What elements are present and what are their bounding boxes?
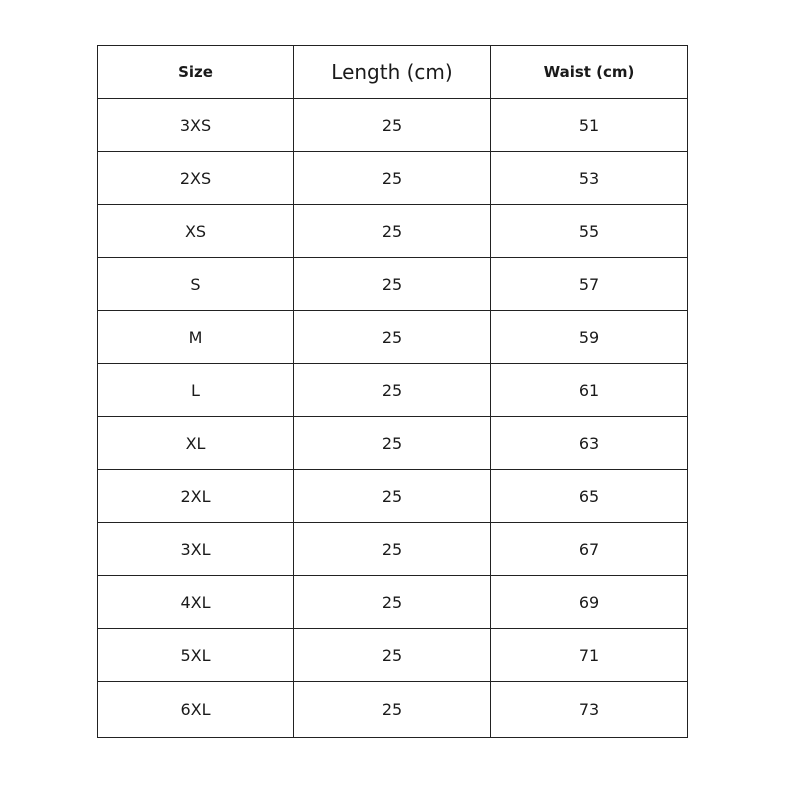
header-row	[98, 46, 688, 99]
waist-cell: 59	[491, 311, 688, 364]
length-cell: 25	[294, 523, 491, 576]
length-cell: 25	[294, 470, 491, 523]
size-cell: 2XS	[98, 152, 294, 205]
waist-cell: 57	[491, 258, 688, 311]
length-cell: 25	[294, 682, 491, 738]
waist-cell: 55	[491, 205, 688, 258]
waist-cell: 51	[491, 99, 688, 152]
table-row	[98, 152, 688, 205]
table-row	[98, 205, 688, 258]
length-cell: 25	[294, 311, 491, 364]
header-size: Size	[98, 46, 294, 99]
size-cell: 2XL	[98, 470, 294, 523]
waist-cell: 53	[491, 152, 688, 205]
size-cell: 6XL	[98, 682, 294, 738]
length-cell: 25	[294, 152, 491, 205]
waist-cell: 73	[491, 682, 688, 738]
size-cell: S	[98, 258, 294, 311]
size-cell: 3XL	[98, 523, 294, 576]
table-row	[98, 311, 688, 364]
size-cell: 3XS	[98, 99, 294, 152]
waist-cell: 63	[491, 417, 688, 470]
size-cell: L	[98, 364, 294, 417]
length-cell: 25	[294, 205, 491, 258]
table-row	[98, 682, 688, 738]
size-cell: 4XL	[98, 576, 294, 629]
length-cell: 25	[294, 629, 491, 682]
size-cell: 5XL	[98, 629, 294, 682]
size-cell: XS	[98, 205, 294, 258]
length-cell: 25	[294, 417, 491, 470]
table-row	[98, 629, 688, 682]
size-cell: M	[98, 311, 294, 364]
waist-cell: 67	[491, 523, 688, 576]
table-row	[98, 523, 688, 576]
table-row	[98, 99, 688, 152]
waist-cell: 65	[491, 470, 688, 523]
length-cell: 25	[294, 99, 491, 152]
size-chart-table	[97, 45, 688, 738]
length-cell: 25	[294, 576, 491, 629]
table-row	[98, 417, 688, 470]
table-row	[98, 470, 688, 523]
waist-cell: 69	[491, 576, 688, 629]
size-cell: XL	[98, 417, 294, 470]
waist-cell: 61	[491, 364, 688, 417]
waist-cell: 71	[491, 629, 688, 682]
table-row	[98, 576, 688, 629]
header-waist: Waist (cm)	[491, 46, 688, 99]
length-cell: 25	[294, 364, 491, 417]
table-row	[98, 364, 688, 417]
header-length: Length (cm)	[294, 46, 491, 99]
table-row	[98, 258, 688, 311]
length-cell: 25	[294, 258, 491, 311]
